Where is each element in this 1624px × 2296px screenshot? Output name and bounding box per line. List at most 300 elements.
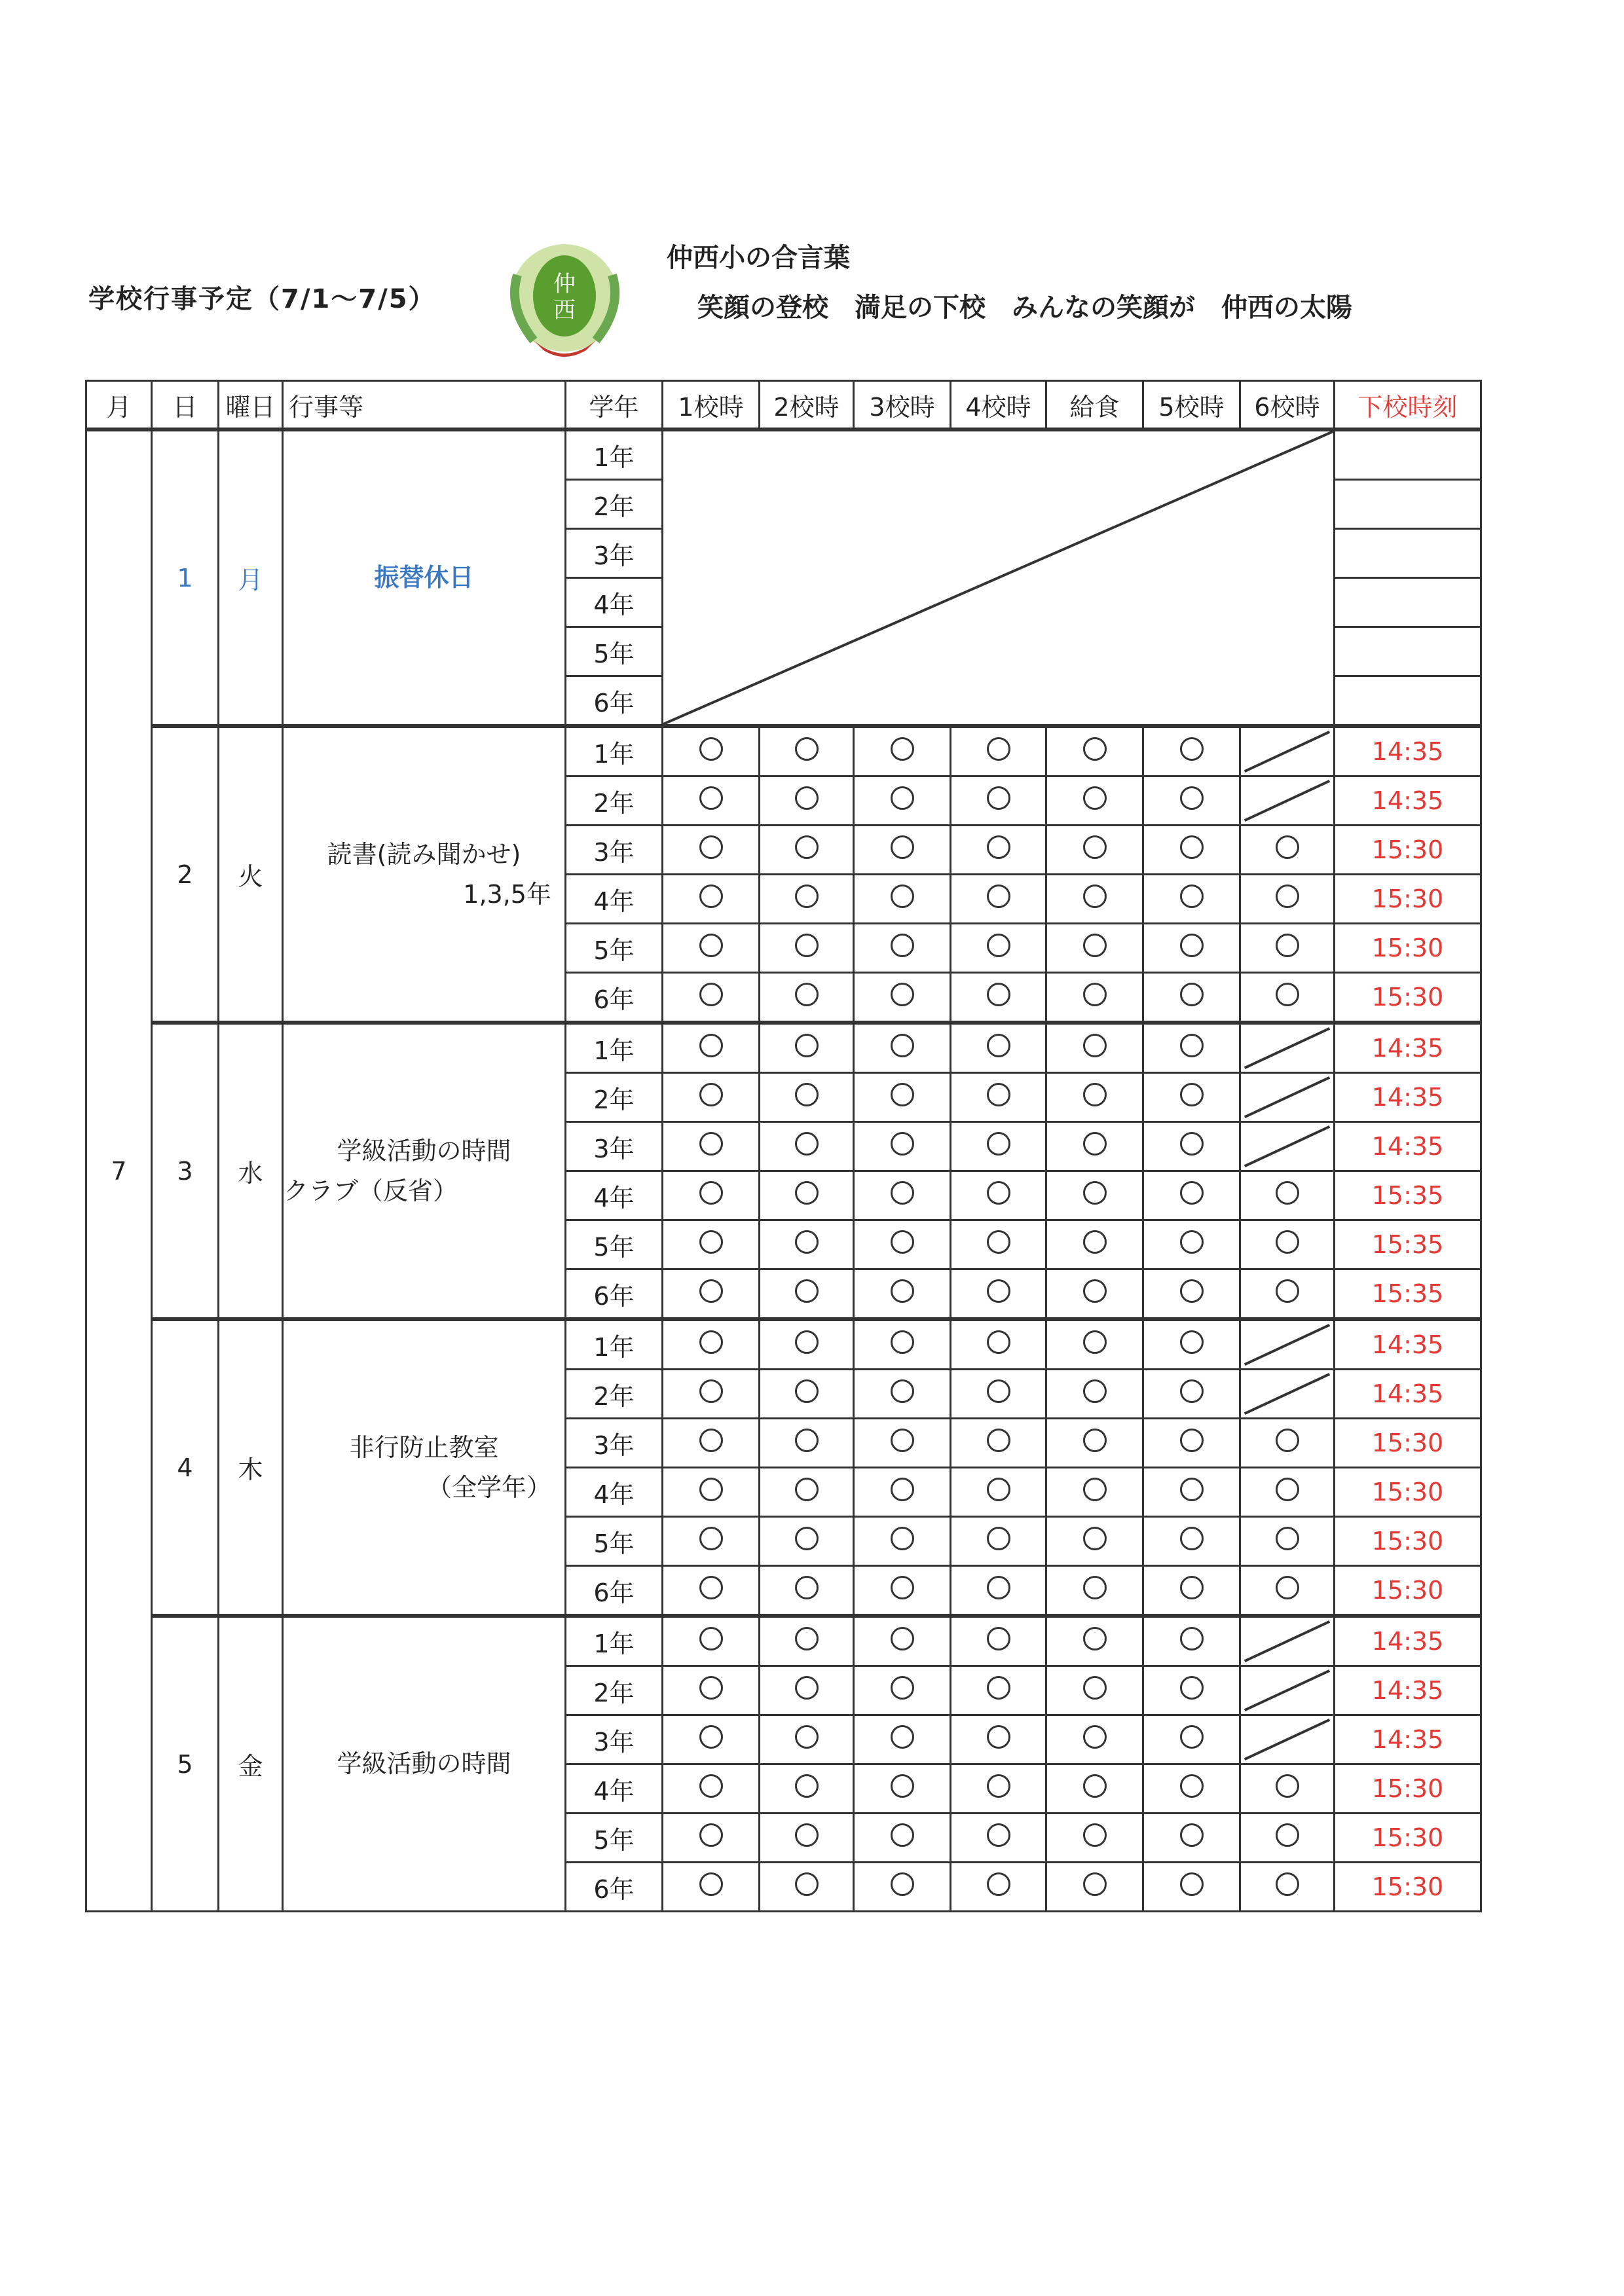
- circle-mark-icon: [891, 1676, 914, 1700]
- circle-mark-icon: [891, 1279, 914, 1303]
- circle-mark-icon: [699, 1132, 723, 1156]
- period-cell: [760, 875, 854, 924]
- motto-heading: 仲西小の合言葉: [667, 243, 850, 273]
- lunch-cell: [1046, 1863, 1143, 1912]
- period-cell: [854, 1813, 951, 1863]
- circle-mark-icon: [699, 1627, 723, 1650]
- lunch-cell: [1046, 1220, 1143, 1269]
- header-row: [86, 381, 1481, 430]
- period-cell: [760, 1419, 854, 1468]
- circle-mark-icon: [795, 1379, 819, 1403]
- dismissal-cell: 15:30: [1335, 1566, 1481, 1616]
- circle-mark-icon: [1083, 1379, 1107, 1403]
- emblem-text-bottom: 西: [553, 297, 576, 323]
- period-cell: [663, 1764, 760, 1813]
- period-cell: [1143, 1370, 1240, 1419]
- col-month: 月: [86, 381, 152, 430]
- period-cell: [760, 973, 854, 1023]
- circle-mark-icon: [1180, 1872, 1204, 1896]
- circle-mark-icon: [699, 835, 723, 859]
- col-day: 日: [152, 381, 219, 430]
- period-cell: [854, 776, 951, 826]
- lunch-cell: [1046, 875, 1143, 924]
- period-cell: [663, 973, 760, 1023]
- circle-mark-icon: [891, 737, 914, 761]
- period-cell: [663, 875, 760, 924]
- diagonal-line: [1241, 1667, 1333, 1714]
- circle-mark-icon: [987, 983, 1010, 1006]
- dismissal-cell: 14:35: [1335, 1023, 1481, 1073]
- circle-mark-icon: [1180, 1330, 1204, 1354]
- motto-text: 笑顔の登校 満足の下校 みんなの笑顔が 仲西の太陽: [697, 293, 1352, 323]
- circle-mark-icon: [1180, 1279, 1204, 1303]
- period-cell: [854, 1566, 951, 1616]
- period-cell: [760, 1023, 854, 1073]
- period-cell: [1143, 776, 1240, 826]
- circle-mark-icon: [1276, 1279, 1299, 1303]
- period-cell: [951, 826, 1046, 875]
- circle-mark-icon: [1276, 934, 1299, 957]
- period-cell: [1143, 1122, 1240, 1171]
- period-cell: [760, 1370, 854, 1419]
- circle-mark-icon: [891, 1083, 914, 1106]
- dismissal-cell: 14:35: [1335, 726, 1481, 776]
- diagonal-line: [1241, 1370, 1333, 1417]
- period-cell: [1143, 1419, 1240, 1468]
- period-cell: [951, 1269, 1046, 1320]
- col-lunch: 給食: [1046, 381, 1143, 430]
- dismissal-cell: 15:35: [1335, 1269, 1481, 1320]
- period-cell: [1143, 1023, 1240, 1073]
- circle-mark-icon: [987, 1774, 1010, 1798]
- circle-mark-icon: [795, 1279, 819, 1303]
- lunch-cell: [1046, 1171, 1143, 1220]
- col-period-2: 2校時: [760, 381, 854, 430]
- period-cell: [854, 1269, 951, 1320]
- circle-mark-icon: [699, 1230, 723, 1254]
- period-cell: [1143, 1517, 1240, 1566]
- circle-mark-icon: [891, 1132, 914, 1156]
- circle-mark-icon: [891, 1823, 914, 1847]
- circle-mark-icon: [987, 1576, 1010, 1599]
- circle-mark-icon: [1083, 786, 1107, 810]
- col-period-6: 6校時: [1240, 381, 1335, 430]
- circle-mark-icon: [795, 1429, 819, 1452]
- lunch-cell: [1046, 924, 1143, 973]
- diagonal-line: [1241, 1123, 1333, 1170]
- circle-mark-icon: [1083, 1279, 1107, 1303]
- circle-mark-icon: [1180, 1034, 1204, 1057]
- lunch-cell: [1046, 1764, 1143, 1813]
- circle-mark-icon: [1276, 1478, 1299, 1501]
- period-cell: [951, 1370, 1046, 1419]
- dismissal-cell: 14:35: [1335, 1666, 1481, 1715]
- emblem-text-top: 仲: [553, 271, 576, 297]
- circle-mark-icon: [891, 1872, 914, 1896]
- circle-mark-icon: [987, 1034, 1010, 1057]
- circle-mark-icon: [699, 1676, 723, 1700]
- period-cell: [854, 1319, 951, 1370]
- period-cell: [951, 1517, 1046, 1566]
- period-cell: [663, 1616, 760, 1666]
- circle-mark-icon: [987, 1429, 1010, 1452]
- circle-mark-icon: [795, 1034, 819, 1057]
- circle-mark-icon: [1276, 1429, 1299, 1452]
- circle-mark-icon: [1180, 1527, 1204, 1550]
- period-cell: [1143, 1863, 1240, 1912]
- circle-mark-icon: [1083, 1083, 1107, 1106]
- period-cell: [951, 1171, 1046, 1220]
- grade-cell: 3年: [566, 1419, 663, 1468]
- dismissal-cell: [1335, 480, 1481, 529]
- circle-mark-icon: [699, 1725, 723, 1749]
- dismissal-cell: 15:30: [1335, 973, 1481, 1023]
- period-cell: [951, 726, 1046, 776]
- period-6-cell: [1240, 875, 1335, 924]
- circle-mark-icon: [699, 786, 723, 810]
- lunch-cell: [1046, 1566, 1143, 1616]
- lunch-cell: [1046, 973, 1143, 1023]
- period-cell: [760, 924, 854, 973]
- period-cell: [1143, 1468, 1240, 1517]
- period-cell: [1143, 973, 1240, 1023]
- col-event: 行事等: [283, 381, 566, 430]
- dismissal-cell: [1335, 627, 1481, 676]
- period-cell: [854, 1220, 951, 1269]
- period-cell: [951, 1715, 1046, 1764]
- circle-mark-icon: [891, 1330, 914, 1354]
- circle-mark-icon: [891, 1034, 914, 1057]
- period-cell: [760, 1863, 854, 1912]
- table-row: [86, 429, 1481, 480]
- dismissal-cell: 15:30: [1335, 1863, 1481, 1912]
- period-cell: [1143, 1764, 1240, 1813]
- lunch-cell: [1046, 826, 1143, 875]
- circle-mark-icon: [891, 1576, 914, 1599]
- circle-mark-icon: [891, 1627, 914, 1650]
- period-cell: [663, 1171, 760, 1220]
- circle-mark-icon: [699, 1279, 723, 1303]
- circle-mark-icon: [987, 737, 1010, 761]
- dismissal-cell: [1335, 529, 1481, 578]
- circle-mark-icon: [795, 1478, 819, 1501]
- lunch-cell: [1046, 1319, 1143, 1370]
- circle-mark-icon: [699, 1823, 723, 1847]
- weekday-cell: 火: [219, 726, 283, 1023]
- circle-mark-icon: [699, 934, 723, 957]
- circle-mark-icon: [699, 983, 723, 1006]
- period-cell: [951, 1122, 1046, 1171]
- circle-mark-icon: [1180, 786, 1204, 810]
- circle-mark-icon: [699, 1034, 723, 1057]
- event-cell: [283, 429, 566, 726]
- period-cell: [951, 875, 1046, 924]
- circle-mark-icon: [1180, 1230, 1204, 1254]
- circle-mark-icon: [1083, 1676, 1107, 1700]
- circle-mark-icon: [987, 1132, 1010, 1156]
- period-cell: [854, 1171, 951, 1220]
- circle-mark-icon: [987, 1823, 1010, 1847]
- circle-mark-icon: [1180, 1379, 1204, 1403]
- table-row: [86, 1616, 1481, 1666]
- circle-mark-icon: [1083, 1230, 1107, 1254]
- period-cell: [1143, 1616, 1240, 1666]
- circle-mark-icon: [795, 1627, 819, 1650]
- event-title: 読書(読み聞かせ): [327, 839, 521, 869]
- circle-mark-icon: [987, 1478, 1010, 1501]
- circle-mark-icon: [699, 1872, 723, 1896]
- circle-mark-icon: [1083, 1872, 1107, 1896]
- period-cell: [854, 1517, 951, 1566]
- circle-mark-icon: [987, 1279, 1010, 1303]
- document-title: 学校行事予定（7/1〜7/5）: [88, 284, 436, 314]
- period-cell: [1143, 1073, 1240, 1122]
- day-cell: 3: [152, 1023, 219, 1319]
- period-cell: [760, 1171, 854, 1220]
- period-cell: [854, 1370, 951, 1419]
- circle-mark-icon: [795, 835, 819, 859]
- circle-mark-icon: [1083, 737, 1107, 761]
- period-cell: [663, 1813, 760, 1863]
- circle-mark-icon: [795, 1823, 819, 1847]
- period-cell: [854, 1122, 951, 1171]
- period-cell: [663, 1122, 760, 1171]
- dismissal-cell: 14:35: [1335, 1073, 1481, 1122]
- period-cell: [854, 1023, 951, 1073]
- col-period-4: 4校時: [951, 381, 1046, 430]
- circle-mark-icon: [1083, 1725, 1107, 1749]
- circle-mark-icon: [1180, 1823, 1204, 1847]
- lunch-cell: [1046, 1468, 1143, 1517]
- circle-mark-icon: [699, 1429, 723, 1452]
- dismissal-cell: 15:35: [1335, 1171, 1481, 1220]
- circle-mark-icon: [891, 1725, 914, 1749]
- period-6-cell: [1240, 726, 1335, 776]
- circle-mark-icon: [891, 934, 914, 957]
- grade-cell: 4年: [566, 1171, 663, 1220]
- grade-cell: 6年: [566, 973, 663, 1023]
- lunch-cell: [1046, 776, 1143, 826]
- period-cell: [854, 875, 951, 924]
- period-6-cell: [1240, 826, 1335, 875]
- circle-mark-icon: [1083, 1774, 1107, 1798]
- grade-cell: 2年: [566, 1370, 663, 1419]
- circle-mark-icon: [699, 1576, 723, 1599]
- circle-mark-icon: [1083, 884, 1107, 908]
- circle-mark-icon: [795, 1576, 819, 1599]
- diagonal-line: [1241, 1716, 1333, 1763]
- period-cell: [760, 826, 854, 875]
- period-cell: [760, 1319, 854, 1370]
- circle-mark-icon: [1083, 1627, 1107, 1650]
- circle-mark-icon: [795, 1181, 819, 1205]
- period-6-cell: [1240, 1220, 1335, 1269]
- period-cell: [951, 973, 1046, 1023]
- event-cell: [283, 1319, 566, 1616]
- circle-mark-icon: [1276, 1576, 1299, 1599]
- circle-mark-icon: [795, 983, 819, 1006]
- grade-cell: 3年: [566, 826, 663, 875]
- period-cell: [663, 924, 760, 973]
- grade-cell: 5年: [566, 1813, 663, 1863]
- period-cell: [854, 1863, 951, 1912]
- circle-mark-icon: [987, 1725, 1010, 1749]
- circle-mark-icon: [987, 1379, 1010, 1403]
- period-6-cell: [1240, 1370, 1335, 1419]
- period-6-cell: [1240, 1319, 1335, 1370]
- lunch-cell: [1046, 726, 1143, 776]
- circle-mark-icon: [1180, 737, 1204, 761]
- period-cell: [951, 1023, 1046, 1073]
- circle-mark-icon: [1276, 1823, 1299, 1847]
- grade-cell: 6年: [566, 1863, 663, 1912]
- period-cell: [854, 826, 951, 875]
- circle-mark-icon: [891, 1181, 914, 1205]
- circle-mark-icon: [891, 1478, 914, 1501]
- circle-mark-icon: [987, 1527, 1010, 1550]
- circle-mark-icon: [699, 1478, 723, 1501]
- circle-mark-icon: [987, 1083, 1010, 1106]
- period-cell: [951, 1566, 1046, 1616]
- school-emblem-icon: [494, 236, 635, 367]
- dismissal-cell: 15:30: [1335, 1764, 1481, 1813]
- circle-mark-icon: [1180, 934, 1204, 957]
- circle-mark-icon: [1180, 983, 1204, 1006]
- grade-cell: 5年: [566, 1220, 663, 1269]
- diagonal-line: [1241, 1074, 1333, 1121]
- period-cell: [854, 1715, 951, 1764]
- circle-mark-icon: [1083, 983, 1107, 1006]
- period-6-cell: [1240, 1073, 1335, 1122]
- period-cell: [951, 1419, 1046, 1468]
- col-grade: 学年: [566, 381, 663, 430]
- circle-mark-icon: [1180, 1083, 1204, 1106]
- weekday-cell: 月: [219, 429, 283, 726]
- circle-mark-icon: [795, 1725, 819, 1749]
- event-cell: [283, 1616, 566, 1912]
- period-cell: [951, 924, 1046, 973]
- period-6-cell: [1240, 924, 1335, 973]
- circle-mark-icon: [795, 1132, 819, 1156]
- grade-cell: 1年: [566, 1616, 663, 1666]
- weekday-cell: 金: [219, 1616, 283, 1912]
- circle-mark-icon: [1276, 1872, 1299, 1896]
- circle-mark-icon: [891, 786, 914, 810]
- period-cell: [951, 1468, 1046, 1517]
- period-6-cell: [1240, 1468, 1335, 1517]
- diagonal-line: [1241, 1618, 1333, 1665]
- circle-mark-icon: [891, 1230, 914, 1254]
- grade-cell: 5年: [566, 924, 663, 973]
- lunch-cell: [1046, 1666, 1143, 1715]
- lunch-cell: [1046, 1073, 1143, 1122]
- circle-mark-icon: [1083, 1478, 1107, 1501]
- circle-mark-icon: [1180, 1576, 1204, 1599]
- circle-mark-icon: [795, 1872, 819, 1896]
- dismissal-cell: 14:35: [1335, 1616, 1481, 1666]
- period-6-cell: [1240, 1122, 1335, 1171]
- period-6-cell: [1240, 1171, 1335, 1220]
- grade-cell: 2年: [566, 1073, 663, 1122]
- period-cell: [951, 776, 1046, 826]
- circle-mark-icon: [1083, 1330, 1107, 1354]
- circle-mark-icon: [699, 884, 723, 908]
- grade-cell: 2年: [566, 480, 663, 529]
- period-cell: [854, 726, 951, 776]
- period-cell: [760, 726, 854, 776]
- period-cell: [854, 973, 951, 1023]
- event-subtitle: （全学年）: [426, 1472, 551, 1502]
- circle-mark-icon: [987, 1872, 1010, 1896]
- day-cell: 2: [152, 726, 219, 1023]
- period-cell: [951, 1666, 1046, 1715]
- lunch-cell: [1046, 1517, 1143, 1566]
- circle-mark-icon: [1180, 1725, 1204, 1749]
- grade-cell: 4年: [566, 1468, 663, 1517]
- event-title: 非行防止教室: [349, 1432, 499, 1462]
- circle-mark-icon: [1276, 1181, 1299, 1205]
- circle-mark-icon: [1180, 1181, 1204, 1205]
- period-cell: [854, 1764, 951, 1813]
- dismissal-cell: 15:30: [1335, 924, 1481, 973]
- circle-mark-icon: [699, 1083, 723, 1106]
- circle-mark-icon: [1083, 1429, 1107, 1452]
- period-cell: [760, 1813, 854, 1863]
- circle-mark-icon: [1276, 884, 1299, 908]
- grade-cell: 3年: [566, 529, 663, 578]
- period-cell: [663, 776, 760, 826]
- period-6-cell: [1240, 1419, 1335, 1468]
- diagonal-line: [1241, 1321, 1333, 1368]
- lunch-cell: [1046, 1715, 1143, 1764]
- period-cell: [663, 1073, 760, 1122]
- event-title: 学級活動の時間: [337, 1749, 511, 1779]
- circle-mark-icon: [891, 835, 914, 859]
- event-cell: [283, 726, 566, 1023]
- diagonal-line: [1241, 728, 1333, 775]
- table-row: [86, 726, 1481, 776]
- period-cell: [760, 1764, 854, 1813]
- circle-mark-icon: [1180, 1627, 1204, 1650]
- period-cell: [1143, 726, 1240, 776]
- dismissal-cell: 15:30: [1335, 1468, 1481, 1517]
- circle-mark-icon: [795, 1330, 819, 1354]
- period-cell: [663, 1220, 760, 1269]
- dismissal-cell: 15:35: [1335, 1220, 1481, 1269]
- period-6-cell: [1240, 1764, 1335, 1813]
- period-cell: [951, 1813, 1046, 1863]
- circle-mark-icon: [1276, 835, 1299, 859]
- lunch-cell: [1046, 1419, 1143, 1468]
- circle-mark-icon: [1083, 835, 1107, 859]
- period-cell: [760, 1666, 854, 1715]
- circle-mark-icon: [987, 934, 1010, 957]
- period-6-cell: [1240, 1666, 1335, 1715]
- circle-mark-icon: [987, 786, 1010, 810]
- lunch-cell: [1046, 1616, 1143, 1666]
- lunch-cell: [1046, 1269, 1143, 1320]
- period-6-cell: [1240, 1616, 1335, 1666]
- circle-mark-icon: [795, 786, 819, 810]
- grade-cell: 5年: [566, 1517, 663, 1566]
- col-weekday: 曜日: [219, 381, 283, 430]
- col-period-1: 1校時: [663, 381, 760, 430]
- circle-mark-icon: [795, 1527, 819, 1550]
- period-cell: [951, 1616, 1046, 1666]
- circle-mark-icon: [1276, 983, 1299, 1006]
- period-cell: [760, 1566, 854, 1616]
- period-cell: [663, 1023, 760, 1073]
